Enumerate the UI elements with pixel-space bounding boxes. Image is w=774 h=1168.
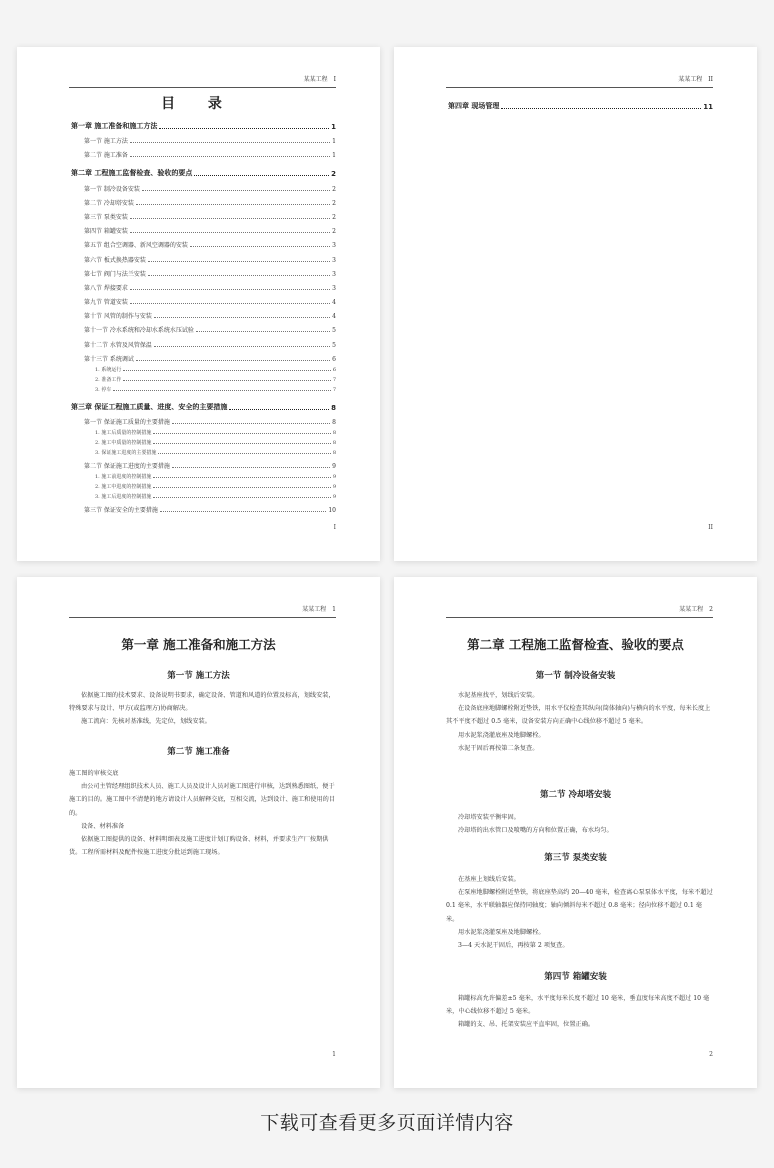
- paragraph: 3—4 天水泥干固后，再按第 2 项复查。: [458, 942, 569, 950]
- toc-entry-page: 9: [332, 463, 336, 471]
- toc-entry-page: 11: [703, 103, 713, 111]
- page-header: [69, 605, 336, 618]
- paragraph: 箱罐标高允许偏差±5 毫米，水平度每米长度不超过 10 毫米，垂直度每米高度不超过 10 毫米，中心线位移不超过 5 毫米。: [446, 995, 710, 1016]
- toc-entry[interactable]: [71, 207, 336, 221]
- toc-entry-page: 8: [332, 450, 336, 456]
- toc-entry-page: 9: [332, 494, 336, 501]
- toc-entry-label: 2. 准备工作: [95, 376, 122, 383]
- paragraph: 施工流向：先核对基准线，先定位，划线安装。: [81, 718, 211, 726]
- toc-entry-page: 8: [331, 403, 336, 412]
- toc-leader-dots: [130, 217, 330, 219]
- toc-leader-dots: [136, 203, 330, 205]
- toc-leader-dots: [130, 302, 330, 304]
- paragraph: 箱罐的支、吊、托架安装应平直牢固，位置正确。: [458, 1021, 595, 1029]
- toc-leader-dots: [158, 452, 330, 454]
- toc-entry-page: 8: [332, 430, 336, 436]
- toc-leader-dots: [130, 288, 330, 290]
- toc-entry[interactable]: [71, 145, 336, 159]
- toc-entry[interactable]: [71, 480, 336, 490]
- toc-entry-label: 第一节 制冷设备安装: [84, 185, 140, 193]
- toc-entry-label: 第三节 保证安全的主要措施: [84, 507, 158, 515]
- toc-entry[interactable]: [71, 349, 336, 363]
- toc-entry[interactable]: [71, 178, 336, 192]
- section-title: 第二节 冷却塔安装: [540, 790, 611, 800]
- toc-entry[interactable]: [71, 292, 336, 306]
- toc-entry[interactable]: [71, 249, 336, 263]
- section-body: [446, 992, 713, 1032]
- toc-leader-dots: [153, 432, 330, 434]
- section-title: 第一节 施工方法: [167, 671, 230, 681]
- toc-entry[interactable]: [71, 117, 336, 131]
- header-page-number: I: [333, 76, 336, 83]
- toc-leader-dots: [160, 510, 326, 512]
- toc-entry-label: 第三章 保证工程施工质量、进度、安全的主要措施: [71, 402, 228, 411]
- paragraph: 设备、材料准备: [81, 822, 125, 830]
- toc-leader-dots: [123, 379, 330, 381]
- toc-entry[interactable]: [71, 193, 336, 207]
- toc-entry[interactable]: [71, 235, 336, 249]
- paragraph: 水泥基座找平，划线后安装。: [458, 692, 539, 699]
- toc-entry-label: 第九节 管道安装: [84, 299, 128, 307]
- paragraph: 在泵座地脚螺栓附近垫铁，将底座垫高约 20—40 毫米，检查离心泵泵体水平度，每米不超过 0.1 毫米，水平联轴器应保持同轴度；轴向倾斜每米不超过 0.8 毫米；径向位移不超过 0.1 毫米。: [446, 889, 713, 923]
- header-title: 某某工程: [303, 76, 328, 83]
- toc-entry[interactable]: [71, 490, 336, 500]
- toc-entry-label: 第五节 组合空调器、新风空调器的安装: [84, 242, 188, 250]
- toc-entry-page: 4: [332, 313, 336, 321]
- toc-leader-dots: [123, 369, 330, 371]
- toc-entry[interactable]: [71, 398, 336, 412]
- toc-entry-page: 6: [332, 366, 336, 373]
- toc-entry-page: 5: [332, 327, 336, 335]
- toc-entry[interactable]: [71, 426, 336, 436]
- section-title: 第三节 泵类安装: [544, 853, 607, 863]
- footer-page-number: I: [333, 524, 336, 531]
- header-title: 某某工程: [679, 606, 704, 613]
- toc-entry-label: 第二节 保证施工进度的主要措施: [84, 463, 170, 471]
- paragraph: 冷却塔安装平衡牢固。: [458, 814, 520, 821]
- paragraph: 由公司主管经理组织技术人员、施工人员及设计人员对施工图进行审核，达到熟悉图纸，便于施工的目的。施工图中不清楚的地方请设计人员解释交底，互相交流，达到设计、施工和使用的目的。: [69, 783, 336, 817]
- toc-entry-label: 第十二节 水管及风管保温: [84, 341, 152, 349]
- document-page-chapter-2: [394, 577, 757, 1088]
- toc-leader-dots: [153, 442, 330, 444]
- section-body: [446, 811, 713, 837]
- toc-entry[interactable]: [71, 412, 336, 426]
- toc-entry-page: 3: [332, 256, 336, 264]
- paragraph: 依据施工图提供的设备、材料明细表及施工进度计划订购设备、材料，并要求生产厂按期供货。工程所需材料及配件按施工进度分批运到施工现场。: [69, 836, 329, 857]
- toc-entry-label: 第四章 现场管理: [448, 102, 500, 110]
- toc-entry[interactable]: [71, 363, 336, 373]
- chapter-title: 第二章 工程施工监督检查、验收的要点: [467, 637, 684, 652]
- section-body: [69, 767, 336, 859]
- page-header: [69, 75, 336, 88]
- toc-leader-dots: [154, 316, 330, 318]
- toc-entry-page: 9: [332, 474, 336, 481]
- toc-leader-dots: [190, 245, 330, 247]
- toc-entry[interactable]: [71, 320, 336, 334]
- toc-entry-label: 第二节 冷却塔安装: [84, 199, 134, 207]
- toc-entry-page: 8: [332, 440, 336, 446]
- toc-entry-label: 1. 系统运行: [95, 366, 122, 373]
- toc-leader-dots: [153, 496, 330, 498]
- toc-entry-page: 7: [332, 376, 336, 383]
- toc-entry-label: 第四节 箱罐安装: [84, 228, 128, 236]
- toc-leader-dots: [130, 155, 330, 157]
- toc-entry[interactable]: [71, 264, 336, 278]
- toc-entry-page: 1: [331, 123, 336, 131]
- toc-entry-label: 第一章 施工准备和施工方法: [71, 122, 158, 130]
- toc-entry[interactable]: [71, 436, 336, 446]
- section-body: [446, 873, 713, 952]
- toc-entry-page: 1: [332, 138, 336, 146]
- toc-leader-dots: [159, 127, 329, 129]
- toc-entry-page: 3: [332, 284, 336, 292]
- toc-entry[interactable]: [71, 221, 336, 235]
- toc-entry-label: 2. 施工中进度的控制措施: [95, 484, 152, 491]
- download-caption: 下载可查看更多页面详情内容: [260, 1112, 514, 1134]
- toc-leader-dots: [142, 189, 330, 191]
- toc-leader-dots: [229, 408, 329, 410]
- toc-entry-label: 第八节 焊接要求: [84, 284, 128, 292]
- toc-entry-label: 1. 施工后质量的控制措施: [95, 430, 152, 436]
- document-page-toc-2: [394, 47, 757, 561]
- section-title: 第四节 箱罐安装: [544, 972, 607, 982]
- toc-leader-dots: [130, 231, 330, 233]
- toc-entry-label: 第一节 施工方法: [84, 138, 128, 146]
- toc-entry[interactable]: [448, 97, 713, 111]
- toc-entry[interactable]: [71, 446, 336, 456]
- page-header: [446, 75, 713, 88]
- toc-entry[interactable]: [71, 470, 336, 480]
- chapter-title: 第一章 施工准备和施工方法: [121, 637, 276, 652]
- document-page-toc-1: [17, 47, 380, 561]
- footer-page-number: 2: [709, 1051, 713, 1058]
- toc-entry-page: 4: [332, 299, 336, 307]
- paragraph: 用水泥浆浇灌泵座及地脚螺栓。: [458, 928, 545, 936]
- toc-entry-page: 2: [332, 185, 336, 193]
- paragraph: 施工图的审核交底: [69, 770, 119, 777]
- section-title: 第二节 施工准备: [167, 747, 230, 757]
- header-title: 某某工程: [678, 76, 703, 83]
- toc-entry-page: 1: [332, 152, 336, 160]
- toc-entry-page: 2: [332, 213, 336, 221]
- toc-entry[interactable]: [71, 306, 336, 320]
- paragraph: 用水泥浆浇灌底座及地脚螺栓。: [458, 731, 545, 739]
- section-title: 第一节 制冷设备安装: [535, 671, 616, 681]
- toc-leader-dots: [113, 389, 330, 391]
- toc-leader-dots: [172, 422, 330, 424]
- toc-entry-label: 第十节 风管的制作与安装: [84, 313, 152, 321]
- document-page-chapter-1: [17, 577, 380, 1088]
- toc-entry[interactable]: [71, 164, 336, 178]
- toc-entry-page: 2: [332, 228, 336, 236]
- toc-leader-dots: [196, 330, 330, 332]
- toc-entry-label: 第一节 保证施工质量的主要措施: [84, 419, 170, 426]
- toc-leader-dots: [501, 107, 701, 109]
- toc-entry-page: 2: [331, 170, 336, 179]
- toc-entry[interactable]: [71, 334, 336, 348]
- section-body: [446, 689, 713, 755]
- toc-title: 目 录: [161, 96, 236, 112]
- toc-entry-page: 3: [332, 242, 336, 250]
- page-header: [446, 605, 713, 618]
- toc-entry-page: 3: [332, 270, 336, 278]
- footer-page-number: 1: [332, 1051, 336, 1058]
- header-page-number: II: [708, 76, 713, 83]
- toc-entry-label: 3. 施工后进度的控制措施: [95, 494, 152, 501]
- toc-leader-dots: [148, 274, 330, 276]
- toc-entry-page: 8: [332, 419, 336, 426]
- toc-entry[interactable]: [71, 500, 336, 514]
- toc-entry-page: 5: [332, 341, 336, 349]
- toc-entry-page: 7: [332, 386, 336, 393]
- toc-entry-label: 第十三节 系统调试: [84, 355, 134, 363]
- toc-entry[interactable]: [71, 131, 336, 145]
- toc-entry-label: 1. 施工前进度的控制措施: [95, 474, 152, 481]
- toc-leader-dots: [154, 345, 330, 347]
- toc-leader-dots: [153, 476, 330, 478]
- toc-entry[interactable]: [71, 456, 336, 470]
- toc-entry[interactable]: [71, 383, 336, 393]
- toc-leader-dots: [153, 486, 330, 488]
- toc-entry[interactable]: [71, 373, 336, 383]
- toc-entry-label: 第六节 板式换热器安装: [84, 256, 146, 264]
- toc-entry-label: 3. 保证施工进度的主要措施: [95, 450, 157, 456]
- paragraph: 冷却塔的出水管口及喷嘴的方向和位置正确，布水均匀。: [458, 827, 613, 835]
- toc-entry[interactable]: [71, 278, 336, 292]
- header-title: 某某工程: [302, 606, 327, 613]
- toc-leader-dots: [194, 174, 329, 176]
- toc-entry-label: 第三节 泵类安装: [84, 213, 128, 221]
- toc-entry-page: 9: [332, 484, 336, 491]
- toc-leader-dots: [130, 141, 330, 143]
- toc-entry-page: 6: [332, 355, 336, 363]
- toc-entry-label: 3. 停车: [95, 386, 112, 393]
- toc-entry-label: 第十一节 冷水系统和冷却水系统水压试验: [84, 327, 194, 335]
- table-of-contents: [71, 117, 336, 514]
- toc-leader-dots: [148, 260, 330, 262]
- header-page-number: 2: [709, 606, 713, 613]
- header-page-number: 1: [332, 606, 336, 613]
- toc-entry-label: 第二章 工程施工监督检查、验收的要点: [71, 169, 193, 178]
- paragraph: 水泥干固后再按第二条复查。: [458, 744, 539, 752]
- toc-entry-label: 2. 施工中质量的控制措施: [95, 440, 152, 446]
- paragraph: 在基座上划线后安装。: [458, 876, 520, 883]
- toc-entry-page: 2: [332, 199, 336, 207]
- toc-entry-label: 第二节 施工准备: [84, 152, 128, 160]
- toc-leader-dots: [172, 466, 330, 468]
- paragraph: 依据施工图的技术要求、设备说明书要求，确定设备、管道和风道的位置及标高，划线安装，特殊要求与设计、甲方(或监理方)协商解决。: [69, 692, 335, 713]
- toc-entry-page: 10: [328, 507, 336, 515]
- footer-page-number: II: [708, 524, 713, 531]
- section-body: [69, 689, 336, 729]
- table-of-contents: [448, 97, 713, 111]
- toc-leader-dots: [136, 359, 330, 361]
- paragraph: 在设备底座地脚螺栓附近垫铁，用水平仪检查其纵向(筒体轴向)与横向的水平度，每米长度上其不平度不超过 0.5 毫米，设备安装方向正确中心线位移不超过 5 毫米。: [446, 705, 711, 726]
- toc-entry-label: 第七节 阀门与法兰安装: [84, 270, 146, 278]
